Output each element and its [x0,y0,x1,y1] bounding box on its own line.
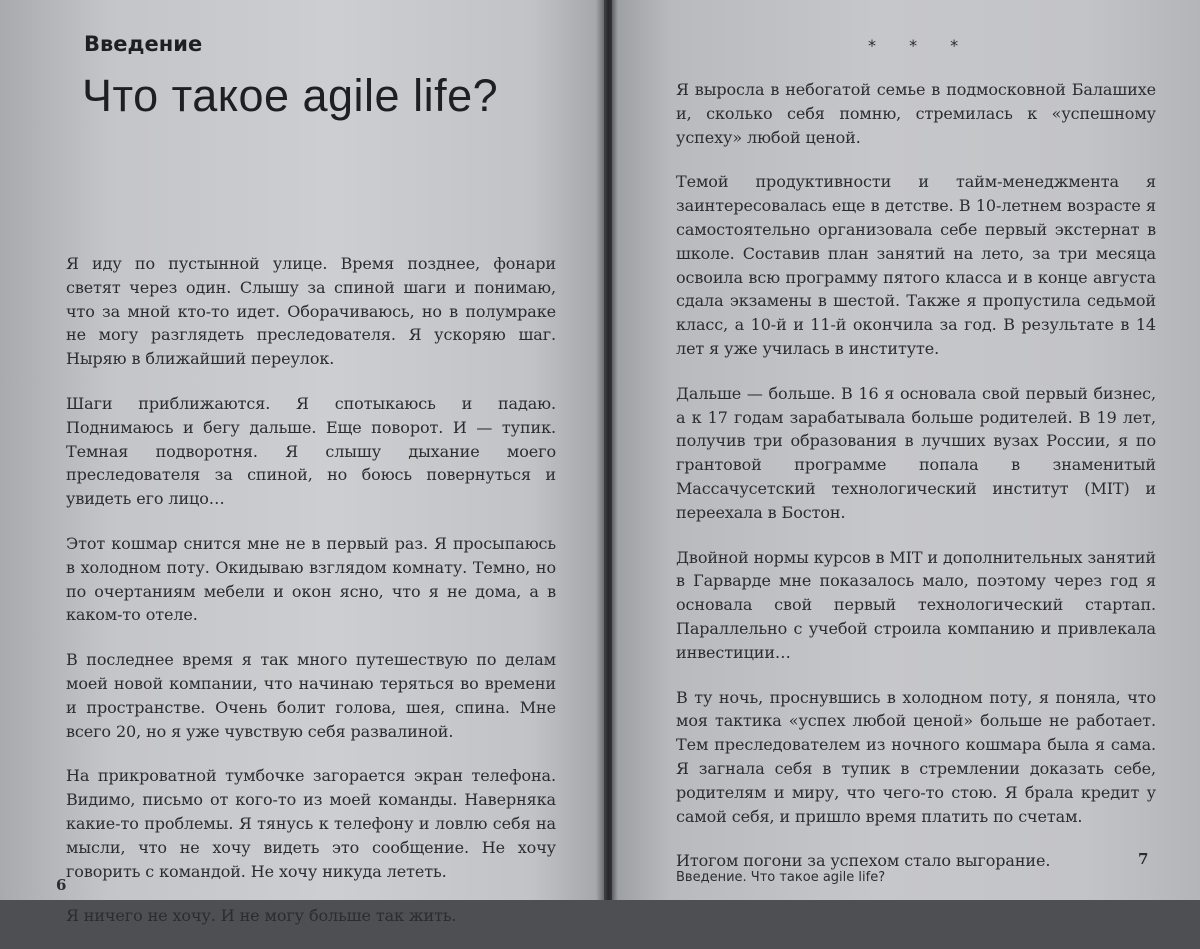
paragraph: На прикроватной тумбочке загорается экран телефона. Видимо, письмо от кого-то из моей команды. Наверняка какие-то проблемы. Я тянусь к телефону и ловлю себя на мысли, что не хочу видеть это сообщение. Не хочу говорить с командой. Не хочу никуда лететь. [66,766,556,881]
page-number-left: 6 [56,876,67,894]
paragraph: В ту ночь, проснувшись в холодном поту, я поняла, что моя тактика «успех любой ценой» больше не работает. Тем преследователем из ночного кошмара была я сама. Я загнала себя в тупик в стремлении доказать себе, родителям и миру, что чего-то стою. Я брала кредит у самой себя, и пришло время платить по счетам. [676,687,1156,826]
left-page [0,0,604,926]
page-number-right: 7 [1138,850,1149,868]
paragraph: Я иду по пустынной улице. Время позднее, фонари светят через один. Слышу за спиной шаги и понимаю, что за мной кто-то идет. Оборачиваюсь, но в полумраке не могу разглядеть преследователя. Я ускоряю шаг. Ныряю в ближайший переулок. [66,254,556,369]
paragraph: Темой продуктивности и тайм-менеджмента я заинтересовалась еще в детстве. В 10-летнем возрасте я самостоятельно организовала себе первый экстернат в школе. Составив план занятий на лето, за три месяца освоила всю программу пятого класса и в конце августа сдала экзамены в шестой. Также я пропустила седьмой класс, а 10-й и 11-й окончила за год. В результате в 14 лет я уже училась в институте. [676,172,1156,358]
paragraph: Я выросла в небогатой семье в подмосковной Балашихе и, сколько себя помню, стремилась к «успешному успеху» любой ценой. [676,80,1156,147]
section-label: Введение [84,32,203,56]
paragraph: В последнее время я так много путешествую по делам моей новой компании, что начинаю теряться во времени и пространстве. Очень болит голова, шея, спина. Мне всего 20, но я уже чувствую себя развалиной. [66,650,556,741]
left-page-body [66,252,556,949]
right-page [612,0,1200,900]
right-page-body [676,78,1156,894]
running-footer: Введение. Что такое agile life? [676,870,886,885]
book-gutter [596,0,618,900]
paragraph: Двойной нормы курсов в MIT и дополнительных занятий в Гарварде мне показалось мало, поэтому через год я основала свой первый технологический стартап. Параллельно с учебой строила компанию и привлекала инвестиции… [676,547,1156,662]
chapter-title: Что такое agile life? [82,70,499,121]
paragraph: Этот кошмар снится мне не в первый раз. Я просыпаюсь в холодном поту. Окидываю взглядом комнату. Темно, но по очертаниям мебели и окон ясно, что я не дома, а в каком-то отеле. [66,533,556,625]
paragraph: Дальше — больше. В 16 я основала свой первый бизнес, а к 17 годам зарабатывала больше родителей. В 19 лет, получив три образования в лучших вузах России, я по грантовой программе попала в знаменитый Массачусетский технологический институт (MIT) и переехала в Бостон. [676,383,1156,522]
paragraph: Итогом погони за успехом стало выгорание. [676,851,1051,871]
section-separator: * * * [868,36,973,55]
paragraph: Шаги приближаются. Я спотыкаюсь и падаю. Поднимаюсь и бегу дальше. Еще поворот. И — тупик. Темная подворотня. Я слышу дыхание моего преследователя за спиной, но боюсь повернуться и увидеть его лицо… [66,393,556,509]
paragraph: Я ничего не хочу. И не могу больше так жить. [66,906,457,926]
